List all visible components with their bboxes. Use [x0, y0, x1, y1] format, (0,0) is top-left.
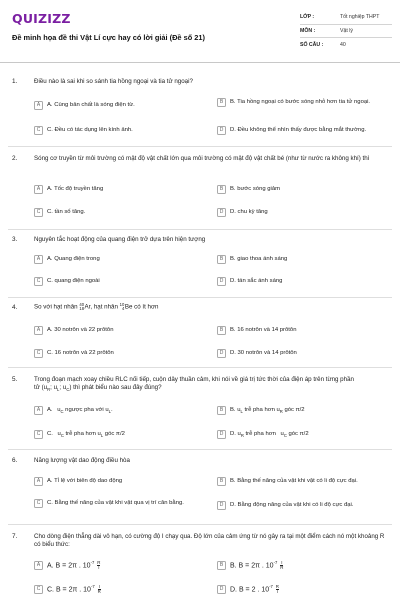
atomic-number: 18 [79, 305, 85, 311]
option-text-part: u [57, 430, 61, 437]
option-badge: B [217, 561, 226, 570]
option-c[interactable] [34, 349, 194, 358]
denominator: R [280, 564, 284, 570]
option-text: B. giao thoa ánh sáng [230, 255, 288, 262]
option-text-part: B. u [230, 406, 241, 413]
option-a[interactable] [34, 326, 194, 335]
question-3 [0, 236, 400, 301]
option-badge: A [34, 255, 43, 264]
option-text: C. Đều có tác dụng lên kính ảnh. [47, 126, 133, 133]
meta-value: Tốt nghiệp THPT [340, 14, 380, 20]
question-text-line: Trong đoạn mạch xoay chiều RLC nối tiếp, cuộn dây thuần cảm, khi nói về giá trị tức thời của điện áp trên từng phần [34, 376, 354, 383]
question-number: 5. [12, 376, 18, 383]
option-a[interactable] [34, 406, 194, 415]
option-d[interactable] [217, 430, 392, 439]
option-text-part: D. u [230, 430, 241, 437]
option-badge: A [34, 561, 43, 570]
option-text: A. Tốc độ truyền tăng [47, 185, 104, 192]
subscript: C [60, 409, 64, 415]
question-divider [8, 229, 392, 230]
option-text [230, 431, 309, 438]
option-a[interactable] [34, 560, 194, 571]
option-b[interactable] [217, 477, 392, 486]
option-text-part: u [57, 406, 61, 413]
question-text-part: So với hạt nhân [34, 303, 78, 311]
meta-row-count [300, 38, 392, 52]
option-badge: D [217, 585, 226, 594]
option-c[interactable] [34, 499, 194, 508]
option-text: B. Tia hồng ngoại có bước sóng nhỏ hơn tia tử ngoại. [230, 98, 371, 105]
option-badge: A [34, 406, 43, 415]
option-a[interactable] [34, 101, 194, 110]
option-text [230, 560, 284, 571]
option-text-part: trễ pha hơn u [244, 406, 280, 413]
fraction [98, 585, 101, 594]
option-text-part: trễ pha hơn u [65, 430, 101, 437]
meta-label: SỐ CÂU : [300, 41, 324, 48]
exponent: -7 [90, 584, 95, 589]
subscript: C [283, 433, 287, 439]
option-text-part: trễ pha hơn [245, 430, 276, 437]
question-text-part: tử (u [34, 384, 48, 392]
option-d[interactable] [217, 584, 392, 595]
subscript: L [240, 409, 243, 415]
option-badge: C [34, 126, 43, 135]
worksheet-title: Đề minh họa đề thi Vật Lí cực hay có lời giải (Đề số 21) [12, 33, 205, 42]
option-d[interactable] [217, 208, 392, 217]
option-badge: D [217, 208, 226, 217]
option-text [47, 584, 102, 595]
question-text: Điều nào là sai khi so sánh tia hồng ngoại và tia tử ngoại? [34, 78, 193, 85]
option-text: C. 16 notrôn và 22 prôtôn [47, 349, 114, 356]
fraction [97, 561, 100, 570]
option-text: B. 16 notrôn và 14 prôtôn [230, 326, 297, 333]
question-text-part: có ít hơn [134, 303, 159, 311]
question-number: 7. [12, 533, 18, 540]
question-text: Cho dòng điện thẳng dài vô hạn, có cường độ I chạy qua. Độ lớn của cảm ứng từ nó gây ra tại một điểm cách nó một khoảng R có biểu thức: [34, 533, 385, 549]
question-text: Năng lượng vật dao động điều hòa [34, 457, 130, 464]
meta-row-subject [300, 25, 392, 39]
question-text: Sóng cơ truyền từ môi trường có mật độ vật chất lớn qua môi trường có mật độ vật chất bé (như từ nước ra không khí) thì [34, 155, 370, 162]
atomic-number: 4 [121, 305, 125, 311]
option-text: A. Quang điện trong [47, 255, 100, 262]
option-text: C. Bằng thế năng của vật khi vật qua vị trí cân bằng. [47, 499, 184, 506]
option-c[interactable] [34, 277, 194, 286]
exponent: -7 [273, 560, 278, 565]
subscript: C [66, 387, 70, 393]
question-2 [0, 155, 400, 230]
nuclide-be-numbers [120, 303, 125, 311]
question-divider [8, 297, 392, 298]
denominator: I [276, 588, 278, 594]
nuclide-symbol: Be [124, 303, 133, 311]
option-c[interactable] [34, 126, 194, 135]
subscript: L [108, 409, 111, 415]
option-text [47, 431, 125, 438]
option-badge: C [34, 277, 43, 286]
option-c[interactable] [34, 208, 194, 217]
option-a[interactable] [34, 255, 194, 264]
question-text-part: ; [50, 384, 52, 392]
option-badge: B [217, 185, 226, 194]
option-badge: A [34, 185, 43, 194]
option-text-part: góc π/2 [104, 430, 125, 437]
option-d[interactable] [217, 277, 392, 286]
quizizz-logo: QUIZIZZ [12, 11, 71, 26]
option-text [230, 584, 280, 595]
formula-lhs: B. B = 2π . 10 [230, 562, 274, 570]
question-divider [8, 146, 392, 147]
meta-value: 40 [340, 41, 346, 48]
mass-number: 10 [119, 302, 125, 307]
option-text-part: góc π/2 [288, 430, 309, 437]
option-text-part: . [110, 406, 113, 413]
option-text: D. chu kỳ tăng [230, 208, 268, 215]
option-text: C. tần số tăng. [47, 208, 86, 215]
question-divider [8, 449, 392, 450]
option-badge: C [34, 585, 43, 594]
question-divider [8, 367, 392, 368]
option-text: D. tán sắc ánh sáng [230, 277, 283, 284]
option-text: B. Bằng thế năng của vật khi vật có li độ cực đại. [230, 477, 358, 484]
option-b[interactable] [217, 560, 392, 571]
meta-row-class [300, 11, 392, 25]
meta-label: LỚP : [300, 14, 315, 20]
worksheet-header [0, 0, 400, 60]
option-d[interactable] [217, 349, 392, 358]
question-number: 6. [12, 457, 18, 464]
nuclide-ar-numbers [79, 303, 84, 311]
option-d[interactable] [217, 501, 392, 510]
option-text: A. Tỉ lệ với biên độ dao động [47, 477, 123, 484]
option-badge: A [34, 477, 43, 486]
option-c[interactable] [34, 430, 194, 439]
option-badge: D [217, 501, 226, 510]
question-1 [0, 78, 400, 148]
formula-lhs: A. B = 2π . 10 [47, 562, 91, 570]
formula-lhs: D. B = 2 . 10 [230, 586, 270, 594]
question-text-part: u [62, 384, 67, 392]
question-number: 4. [12, 304, 18, 311]
option-text: B. bước sóng giảm [230, 185, 281, 192]
question-text-part: u [53, 384, 58, 392]
option-text: A. 30 notrôn và 22 prôtôn [47, 326, 114, 333]
option-badge: D [217, 126, 226, 135]
nuclide-symbol: Ar [84, 303, 91, 311]
option-a[interactable] [34, 477, 194, 486]
option-text-part: A. [47, 406, 53, 413]
option-badge: C [34, 430, 43, 439]
option-text [47, 407, 113, 414]
question-text-part: , hạt nhân [90, 303, 118, 311]
option-badge: D [217, 277, 226, 286]
worksheet-meta [300, 11, 392, 52]
fraction [280, 561, 283, 570]
question-text-part: ; [59, 384, 62, 392]
question-text-line [34, 384, 390, 393]
fraction [276, 585, 279, 594]
option-text: D. Đều không thể nhìn thấy được bằng mắt thường. [230, 126, 367, 133]
exponent: -7 [90, 560, 95, 565]
question-divider [8, 524, 392, 525]
option-text: C. quang điện ngoài [47, 277, 100, 284]
option-text: D. 30 notrôn và 14 prôtôn [230, 349, 297, 356]
numerator: R [275, 583, 279, 589]
option-text-part: ngược pha với u [65, 406, 109, 413]
option-badge: D [217, 430, 226, 439]
option-badge: A [34, 326, 43, 335]
option-text [47, 560, 101, 571]
question-text [34, 303, 390, 312]
subscript: L [100, 433, 104, 439]
option-b[interactable] [217, 406, 392, 415]
subscript: R [47, 387, 51, 393]
option-b[interactable] [217, 255, 392, 264]
question-7 [0, 533, 400, 600]
option-badge: B [217, 326, 226, 335]
subscript: R [279, 409, 283, 415]
exponent: -7 [269, 584, 273, 589]
option-b[interactable] [217, 98, 392, 107]
option-b[interactable] [217, 185, 392, 194]
option-badge: B [217, 477, 226, 486]
option-badge: C [34, 349, 43, 358]
question-6 [0, 457, 400, 527]
numerator: R [97, 559, 101, 565]
option-text: D. Bằng động năng của vật khi có li độ cực đại. [230, 501, 354, 508]
option-badge: C [34, 499, 43, 508]
option-b[interactable] [217, 326, 392, 335]
question-text [34, 376, 390, 393]
option-badge: B [217, 98, 226, 107]
option-a[interactable] [34, 185, 194, 194]
subscript: R [240, 433, 244, 439]
option-text [230, 407, 305, 414]
numerator: I [281, 559, 283, 565]
option-d[interactable] [217, 126, 392, 135]
option-badge: A [34, 101, 43, 110]
option-text-part: u [280, 430, 284, 437]
question-4 [0, 304, 400, 369]
option-badge: B [217, 255, 226, 264]
formula-lhs: C. B = 2π . 10 [47, 586, 91, 594]
option-c[interactable] [34, 584, 194, 595]
denominator: R [97, 588, 101, 594]
numerator: I [98, 583, 100, 589]
header-divider [0, 62, 400, 63]
option-badge: B [217, 406, 226, 415]
mass-number: 40 [79, 302, 85, 307]
option-badge: D [217, 349, 226, 358]
question-text: Nguyên tắc hoạt động của quang điện trở dựa trên hiện tượng [34, 236, 206, 243]
question-5 [0, 376, 400, 451]
subscript: C [60, 433, 64, 439]
meta-label: MÔN : [300, 27, 316, 34]
question-number: 2. [12, 155, 18, 162]
option-text: A. Cùng bản chất là sóng điện từ. [47, 101, 135, 108]
question-number: 1. [12, 78, 18, 85]
option-text-part: C. [47, 430, 53, 437]
option-badge: C [34, 208, 43, 217]
subscript: L [57, 387, 60, 393]
meta-value: Vật lý [340, 27, 353, 34]
question-text-part: ) thì phát biểu nào sau đây đúng? [69, 384, 162, 392]
question-number: 3. [12, 236, 18, 243]
option-text-part: góc π/2 [284, 406, 305, 413]
denominator: I [98, 564, 100, 570]
